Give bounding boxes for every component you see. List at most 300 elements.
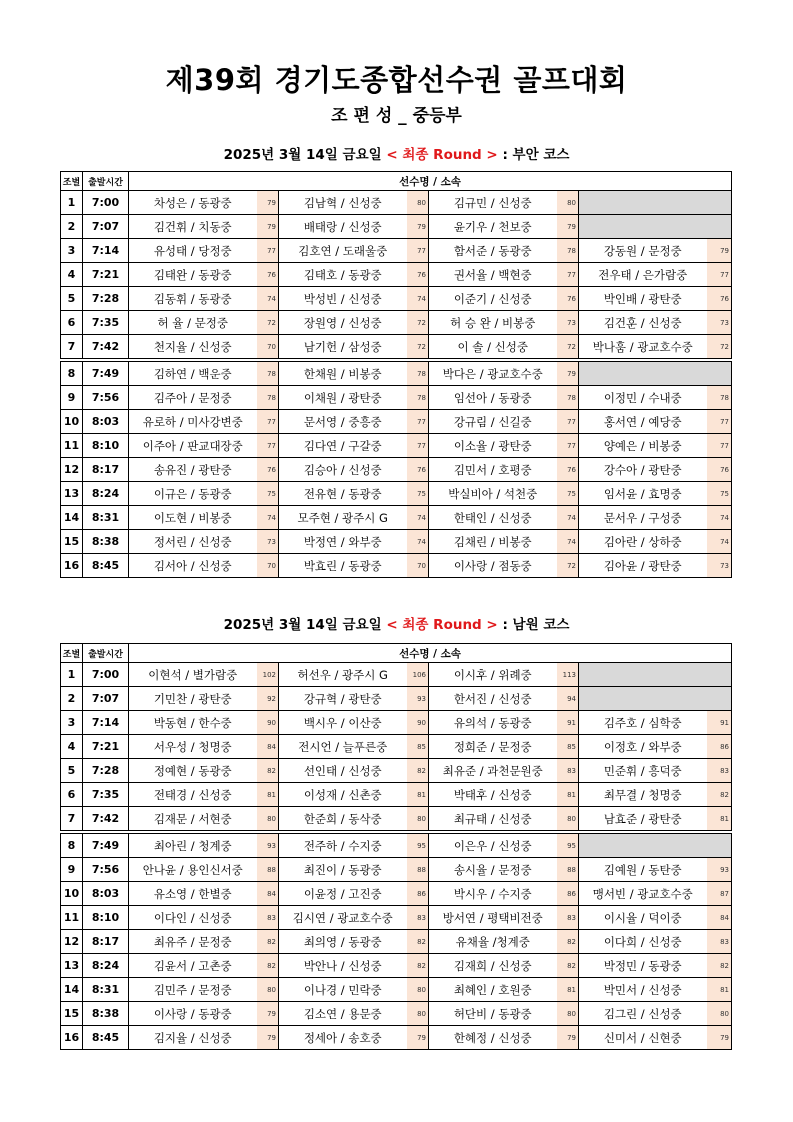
player-score: 76 (707, 287, 732, 311)
player-score: 81 (407, 783, 429, 807)
group-number: 11 (61, 906, 83, 930)
player-name: 전우태 / 은가람중 (579, 263, 707, 287)
player-score: 83 (557, 906, 579, 930)
table-row (61, 954, 732, 978)
player-score: 72 (707, 335, 732, 361)
table-row (61, 239, 732, 263)
group-number: 16 (61, 1026, 83, 1050)
player-name: 민준휘 / 흥덕중 (579, 759, 707, 783)
player-name: 함서준 / 동광중 (429, 239, 557, 263)
group-number: 11 (61, 434, 83, 458)
start-time: 8:17 (83, 930, 129, 954)
group-number: 12 (61, 458, 83, 482)
player-score: 72 (257, 311, 279, 335)
player-name: 이다인 / 신성중 (129, 906, 257, 930)
player-name: 김다연 / 구갈중 (279, 434, 407, 458)
player-score: 82 (257, 954, 279, 978)
player-name: 최무결 / 청명중 (579, 783, 707, 807)
start-time: 8:03 (83, 882, 129, 906)
table-row (61, 807, 732, 833)
player-name: 이다희 / 신성중 (579, 930, 707, 954)
player-score: 79 (557, 215, 579, 239)
player-score: 86 (707, 735, 732, 759)
start-time: 7:07 (83, 215, 129, 239)
player-score: 86 (407, 882, 429, 906)
player-score: 77 (707, 434, 732, 458)
table-row (61, 687, 732, 711)
player-score: 72 (407, 311, 429, 335)
table-row (61, 482, 732, 506)
player-name: 김남혁 / 신성중 (279, 191, 407, 215)
player-name: 허단비 / 동광중 (429, 1002, 557, 1026)
header-group: 조별 (61, 644, 83, 663)
player-name: 허 승 완 / 비봉중 (429, 311, 557, 335)
group-number: 5 (61, 287, 83, 311)
player-name: 김건훈 / 신성중 (579, 311, 707, 335)
table-row (61, 663, 732, 687)
empty-slot (579, 215, 732, 239)
player-name: 박태후 / 신성중 (429, 783, 557, 807)
table-row (61, 530, 732, 554)
start-time: 7:35 (83, 783, 129, 807)
player-name: 박동현 / 한수중 (129, 711, 257, 735)
player-name: 강동원 / 문정중 (579, 239, 707, 263)
section-heading-2 (0, 613, 793, 633)
player-score: 82 (407, 759, 429, 783)
player-name: 차성은 / 동광중 (129, 191, 257, 215)
player-name: 송시율 / 문정중 (429, 858, 557, 882)
player-score: 81 (257, 783, 279, 807)
player-score: 80 (257, 978, 279, 1002)
table-row (61, 386, 732, 410)
player-name: 장원영 / 신성중 (279, 311, 407, 335)
start-time: 8:24 (83, 954, 129, 978)
player-score: 95 (557, 832, 579, 858)
player-score: 84 (257, 735, 279, 759)
player-score: 74 (707, 530, 732, 554)
player-name: 김주호 / 심학중 (579, 711, 707, 735)
player-score: 80 (557, 191, 579, 215)
player-name: 이소율 / 광탄중 (429, 434, 557, 458)
player-score: 93 (707, 858, 732, 882)
player-name: 김소연 / 용문중 (279, 1002, 407, 1026)
player-score: 86 (557, 882, 579, 906)
player-name: 이성재 / 신촌중 (279, 783, 407, 807)
player-score: 75 (707, 482, 732, 506)
player-score: 73 (707, 554, 732, 578)
player-name: 김태호 / 동광중 (279, 263, 407, 287)
player-score: 78 (257, 386, 279, 410)
group-number: 8 (61, 360, 83, 386)
player-score: 81 (707, 807, 732, 833)
group-number: 2 (61, 687, 83, 711)
player-score: 83 (257, 906, 279, 930)
empty-slot (579, 360, 732, 386)
player-name: 최유주 / 문정중 (129, 930, 257, 954)
player-score: 78 (557, 386, 579, 410)
player-name: 양예은 / 비봉중 (579, 434, 707, 458)
player-name: 김규민 / 신성중 (429, 191, 557, 215)
player-name: 김채린 / 비봉중 (429, 530, 557, 554)
table-row (61, 215, 732, 239)
player-score: 88 (257, 858, 279, 882)
player-score: 80 (707, 1002, 732, 1026)
empty-slot (579, 663, 732, 687)
player-name: 유소영 / 한별중 (129, 882, 257, 906)
player-name: 박다은 / 광교호수중 (429, 360, 557, 386)
player-name: 최규태 / 신성중 (429, 807, 557, 833)
player-score: 76 (557, 458, 579, 482)
player-name: 이도현 / 비봉중 (129, 506, 257, 530)
table-row (61, 906, 732, 930)
player-name: 송유진 / 광탄중 (129, 458, 257, 482)
start-time: 8:03 (83, 410, 129, 434)
player-score: 76 (707, 458, 732, 482)
heading-date: 2025년 3월 14일 금요일 (223, 617, 382, 633)
page-subtitle: 조 편 성 _ 중등부 (331, 106, 462, 126)
group-number: 5 (61, 759, 83, 783)
player-name: 윤기우 / 천보중 (429, 215, 557, 239)
player-score: 77 (707, 410, 732, 434)
header-players: 선수명 / 소속 (129, 172, 732, 191)
player-score: 72 (407, 335, 429, 361)
player-score: 91 (707, 711, 732, 735)
player-name: 이시후 / 위례중 (429, 663, 557, 687)
player-name: 정희준 / 문정중 (429, 735, 557, 759)
player-score: 74 (407, 530, 429, 554)
player-score: 78 (707, 386, 732, 410)
table-row (61, 554, 732, 578)
player-name: 이사랑 / 동광중 (129, 1002, 257, 1026)
player-name: 문서우 / 구성중 (579, 506, 707, 530)
group-number: 8 (61, 832, 83, 858)
player-name: 허 율 / 문정중 (129, 311, 257, 335)
player-name: 유의석 / 동광중 (429, 711, 557, 735)
player-name: 안나윤 / 용인신서중 (129, 858, 257, 882)
player-score: 82 (707, 954, 732, 978)
group-number: 12 (61, 930, 83, 954)
empty-slot (579, 191, 732, 215)
player-score: 80 (407, 807, 429, 833)
player-score: 79 (257, 1002, 279, 1026)
player-name: 박시우 / 수지중 (429, 882, 557, 906)
table-row (61, 858, 732, 882)
player-name: 정세아 / 송호중 (279, 1026, 407, 1050)
player-name: 전시언 / 늘푸른중 (279, 735, 407, 759)
player-score: 78 (257, 360, 279, 386)
table-row (61, 1026, 732, 1050)
table-row (61, 311, 732, 335)
player-score: 79 (707, 239, 732, 263)
player-name: 박효린 / 동광중 (279, 554, 407, 578)
start-time: 7:28 (83, 287, 129, 311)
start-time: 7:35 (83, 311, 129, 335)
player-name: 김승아 / 신성중 (279, 458, 407, 482)
player-score: 75 (257, 482, 279, 506)
player-score: 94 (557, 687, 579, 711)
table-row (61, 434, 732, 458)
player-name: 박나훔 / 광교호수중 (579, 335, 707, 361)
player-name: 한채원 / 비봉중 (279, 360, 407, 386)
table-row (61, 506, 732, 530)
player-score: 79 (557, 1026, 579, 1050)
player-score: 74 (257, 506, 279, 530)
player-score: 74 (257, 287, 279, 311)
player-name: 선인태 / 신성중 (279, 759, 407, 783)
player-name: 남기헌 / 삼성중 (279, 335, 407, 361)
player-score: 77 (557, 434, 579, 458)
group-number: 1 (61, 191, 83, 215)
player-name: 이나경 / 민락중 (279, 978, 407, 1002)
player-name: 최유준 / 과천문원중 (429, 759, 557, 783)
start-time: 7:56 (83, 858, 129, 882)
section-heading-1 (0, 143, 793, 163)
player-name: 홍서연 / 예당중 (579, 410, 707, 434)
player-name: 김주아 / 문정중 (129, 386, 257, 410)
player-name: 정서린 / 신성중 (129, 530, 257, 554)
empty-slot (579, 687, 732, 711)
player-score: 79 (257, 215, 279, 239)
player-score: 83 (557, 759, 579, 783)
player-name: 김시연 / 광교호수중 (279, 906, 407, 930)
player-score: 73 (557, 311, 579, 335)
player-score: 93 (257, 832, 279, 858)
header-group: 조별 (61, 172, 83, 191)
player-score: 83 (407, 906, 429, 930)
player-name: 서우성 / 청명중 (129, 735, 257, 759)
player-score: 82 (557, 954, 579, 978)
player-name: 박안나 / 신성중 (279, 954, 407, 978)
table-header-row (61, 644, 732, 663)
player-name: 박정연 / 와부중 (279, 530, 407, 554)
player-score: 77 (707, 263, 732, 287)
player-score: 76 (257, 458, 279, 482)
player-name: 기민찬 / 광탄중 (129, 687, 257, 711)
player-score: 74 (407, 506, 429, 530)
heading-date: 2025년 3월 14일 금요일 (223, 147, 382, 163)
player-score: 84 (257, 882, 279, 906)
player-score: 80 (407, 191, 429, 215)
player-score: 79 (257, 191, 279, 215)
player-name: 권서율 / 백현중 (429, 263, 557, 287)
table-row (61, 711, 732, 735)
group-number: 6 (61, 783, 83, 807)
player-score: 93 (407, 687, 429, 711)
table-header-row (61, 172, 732, 191)
start-time: 8:38 (83, 1002, 129, 1026)
table-row (61, 832, 732, 858)
player-score: 78 (407, 360, 429, 386)
group-number: 3 (61, 711, 83, 735)
player-score: 90 (257, 711, 279, 735)
table-row (61, 191, 732, 215)
player-name: 이채원 / 광탄중 (279, 386, 407, 410)
start-time: 7:49 (83, 832, 129, 858)
table-row (61, 360, 732, 386)
group-number: 2 (61, 215, 83, 239)
start-time: 8:45 (83, 554, 129, 578)
start-time: 8:45 (83, 1026, 129, 1050)
player-name: 한태인 / 신성중 (429, 506, 557, 530)
player-score: 113 (557, 663, 579, 687)
player-score: 78 (407, 386, 429, 410)
player-name: 유성태 / 당정중 (129, 239, 257, 263)
player-score: 70 (407, 554, 429, 578)
player-score: 73 (707, 311, 732, 335)
player-score: 74 (557, 530, 579, 554)
player-name: 정예현 / 동광중 (129, 759, 257, 783)
player-name: 맹서빈 / 광교호수중 (579, 882, 707, 906)
table-row (61, 263, 732, 287)
group-number: 4 (61, 735, 83, 759)
player-score: 80 (407, 1002, 429, 1026)
group-number: 4 (61, 263, 83, 287)
player-score: 74 (407, 287, 429, 311)
page-title: 제39회 경기도종합선수권 골프대회 (165, 63, 628, 97)
player-score: 79 (557, 360, 579, 386)
group-number: 1 (61, 663, 83, 687)
player-name: 방서연 / 평택비전중 (429, 906, 557, 930)
start-time: 7:00 (83, 663, 129, 687)
player-name: 강규혁 / 광탄중 (279, 687, 407, 711)
player-name: 강규림 / 신길중 (429, 410, 557, 434)
player-score: 81 (557, 978, 579, 1002)
start-time: 7:21 (83, 263, 129, 287)
player-name: 김민서 / 호평중 (429, 458, 557, 482)
group-number: 13 (61, 482, 83, 506)
table-row (61, 735, 732, 759)
tee-time-table-1 (60, 171, 732, 578)
player-name: 김호연 / 도래울중 (279, 239, 407, 263)
start-time: 8:38 (83, 530, 129, 554)
group-number: 10 (61, 882, 83, 906)
player-name: 김재희 / 신성중 (429, 954, 557, 978)
player-score: 106 (407, 663, 429, 687)
player-score: 79 (407, 1026, 429, 1050)
player-name: 한혜정 / 신성중 (429, 1026, 557, 1050)
group-number: 10 (61, 410, 83, 434)
player-score: 82 (557, 930, 579, 954)
player-score: 82 (407, 954, 429, 978)
player-name: 모주현 / 광주시 G (279, 506, 407, 530)
table-row (61, 759, 732, 783)
start-time: 7:14 (83, 239, 129, 263)
start-time: 8:10 (83, 434, 129, 458)
player-score: 70 (257, 554, 279, 578)
start-time: 8:31 (83, 506, 129, 530)
player-score: 75 (407, 482, 429, 506)
player-name: 이정호 / 와부중 (579, 735, 707, 759)
player-name: 최아린 / 청계중 (129, 832, 257, 858)
table-row (61, 930, 732, 954)
heading-course: : 남원 코스 (502, 617, 570, 633)
player-name: 김아윤 / 광탄중 (579, 554, 707, 578)
start-time: 8:17 (83, 458, 129, 482)
player-name: 최의영 / 동광중 (279, 930, 407, 954)
player-score: 80 (407, 978, 429, 1002)
player-name: 박인배 / 광탄중 (579, 287, 707, 311)
player-name: 김서아 / 신성중 (129, 554, 257, 578)
player-name: 이 솔 / 신성중 (429, 335, 557, 361)
player-score: 81 (557, 783, 579, 807)
player-score: 95 (407, 832, 429, 858)
player-name: 김윤서 / 고촌중 (129, 954, 257, 978)
player-score: 77 (257, 410, 279, 434)
player-score: 76 (557, 287, 579, 311)
start-time: 8:10 (83, 906, 129, 930)
start-time: 7:21 (83, 735, 129, 759)
start-time: 7:00 (83, 191, 129, 215)
player-score: 82 (707, 783, 732, 807)
start-time: 7:42 (83, 335, 129, 361)
player-score: 79 (257, 1026, 279, 1050)
group-number: 9 (61, 858, 83, 882)
player-score: 72 (557, 554, 579, 578)
player-name: 이시율 / 덕이중 (579, 906, 707, 930)
player-score: 76 (407, 458, 429, 482)
player-score: 87 (707, 882, 732, 906)
table-row (61, 882, 732, 906)
player-score: 79 (707, 1026, 732, 1050)
player-name: 김하연 / 백운중 (129, 360, 257, 386)
player-name: 유채율 /청계중 (429, 930, 557, 954)
player-score: 92 (257, 687, 279, 711)
player-score: 88 (407, 858, 429, 882)
player-score: 83 (707, 759, 732, 783)
heading-round: < 최종 Round > (386, 617, 498, 633)
player-score: 77 (407, 434, 429, 458)
player-score: 76 (257, 263, 279, 287)
header-time: 출발시간 (83, 172, 129, 191)
player-score: 84 (707, 906, 732, 930)
player-score: 80 (557, 1002, 579, 1026)
group-number: 3 (61, 239, 83, 263)
player-score: 75 (557, 482, 579, 506)
player-score: 77 (557, 410, 579, 434)
player-name: 최혜인 / 호원중 (429, 978, 557, 1002)
player-name: 이주아 / 판교대장중 (129, 434, 257, 458)
group-number: 7 (61, 807, 83, 833)
player-score: 80 (557, 807, 579, 833)
start-time: 7:14 (83, 711, 129, 735)
player-name: 이은우 / 신성중 (429, 832, 557, 858)
player-name: 남효준 / 광탄중 (579, 807, 707, 833)
group-number: 15 (61, 1002, 83, 1026)
start-time: 7:28 (83, 759, 129, 783)
player-name: 유로하 / 미사강변중 (129, 410, 257, 434)
player-score: 90 (407, 711, 429, 735)
player-name: 백시우 / 이산중 (279, 711, 407, 735)
table-row (61, 287, 732, 311)
heading-course: : 부안 코스 (502, 147, 570, 163)
player-score: 74 (707, 506, 732, 530)
player-name: 박정민 / 동광중 (579, 954, 707, 978)
player-name: 김지율 / 신성중 (129, 1026, 257, 1050)
player-name: 김동휘 / 동광중 (129, 287, 257, 311)
player-score: 82 (257, 930, 279, 954)
player-score: 73 (257, 530, 279, 554)
start-time: 7:07 (83, 687, 129, 711)
start-time: 8:24 (83, 482, 129, 506)
player-name: 전유현 / 동광중 (279, 482, 407, 506)
table-row (61, 783, 732, 807)
player-score: 82 (407, 930, 429, 954)
group-number: 7 (61, 335, 83, 361)
player-name: 신미서 / 신현중 (579, 1026, 707, 1050)
player-name: 천지율 / 신성중 (129, 335, 257, 361)
group-number: 13 (61, 954, 83, 978)
player-name: 임선아 / 동광중 (429, 386, 557, 410)
